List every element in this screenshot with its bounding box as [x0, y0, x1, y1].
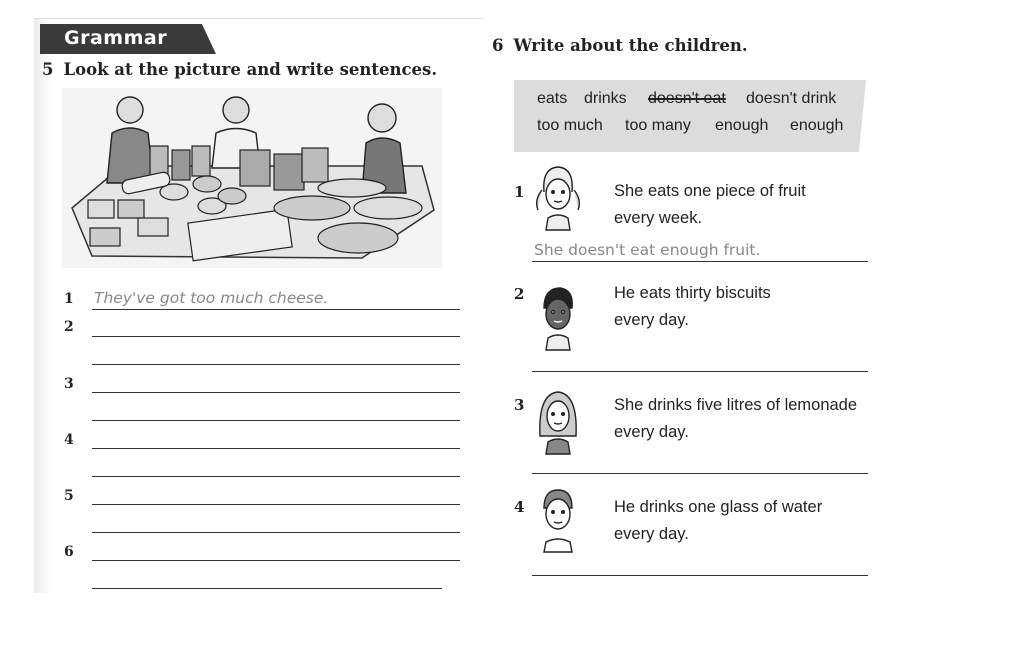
word-drinks: drinks: [584, 90, 627, 107]
row-1-answer: They've got too much cheese.: [94, 289, 329, 307]
child-3-line-2: every day.: [614, 423, 689, 441]
grammar-title: Grammar: [64, 27, 168, 49]
exercise-5-number: 5: [42, 60, 54, 79]
row-6-line-b[interactable]: [92, 588, 442, 589]
row-5-line-b[interactable]: [92, 532, 460, 533]
row-4-line-b[interactable]: [92, 476, 460, 477]
row-5-line-a[interactable]: [92, 504, 460, 505]
row-3-line-a[interactable]: [92, 392, 460, 393]
row-2-number: 2: [64, 319, 74, 335]
word-enough-2: enough: [790, 117, 844, 134]
row-4-line-a[interactable]: [92, 448, 460, 449]
word-eats: eats: [537, 90, 568, 107]
child-1-line-2: every week.: [614, 209, 703, 227]
child-3-number: 3: [514, 396, 525, 414]
row-3-line-b[interactable]: [92, 420, 460, 421]
boy-dark-hair-face-icon: [532, 282, 584, 352]
child-1-line[interactable]: [532, 261, 868, 262]
exercise-5-instruction: Look at the picture and write sentences.: [63, 60, 438, 79]
children-food-table-picture: [62, 88, 442, 268]
boy-short-hair-face-icon: [532, 484, 584, 554]
word-doesnt-eat-crossed: doesn't eat: [648, 90, 726, 107]
exercise-6-number: 6: [492, 36, 504, 55]
word-too-many: too many: [625, 117, 691, 134]
child-1-line-1: She eats one piece of fruit: [614, 182, 806, 200]
word-enough-1: enough: [715, 117, 769, 134]
word-too-much: too much: [537, 117, 603, 134]
child-4-number: 4: [514, 498, 525, 516]
child-4-line-2: every day.: [614, 525, 689, 543]
child-3-line-1: She drinks five litres of lemonade: [614, 396, 858, 414]
child-1-answer: She doesn't eat enough fruit.: [534, 241, 761, 259]
child-4-line-1: He drinks one glass of water: [614, 498, 823, 516]
girl-long-hair-face-icon: [532, 386, 584, 456]
child-1-number: 1: [514, 183, 525, 201]
row-1-number: 1: [64, 291, 74, 307]
child-2-number: 2: [514, 285, 525, 303]
word-doesnt-drink: doesn't drink: [746, 90, 837, 107]
top-rule: [34, 18, 484, 19]
row-2-line-b[interactable]: [92, 364, 460, 365]
row-2-line-a[interactable]: [92, 336, 460, 337]
row-3-number: 3: [64, 376, 74, 392]
child-2-line[interactable]: [532, 371, 868, 372]
child-2-line-1: He eats thirty biscuits: [614, 284, 771, 302]
row-4-number: 4: [64, 432, 74, 448]
row-6-line-a[interactable]: [92, 560, 460, 561]
row-5-number: 5: [64, 488, 74, 504]
exercise-6-title: [492, 36, 748, 55]
exercise-6-instruction: Write about the children.: [513, 36, 748, 55]
girl-pigtails-face-icon: [532, 162, 584, 232]
row-6-number: 6: [64, 544, 74, 560]
child-2-line-2: every day.: [614, 311, 689, 329]
child-4-line[interactable]: [532, 575, 868, 576]
row-1-line[interactable]: [92, 309, 460, 310]
exercise-5-title: [42, 60, 437, 79]
child-3-line[interactable]: [532, 473, 868, 474]
